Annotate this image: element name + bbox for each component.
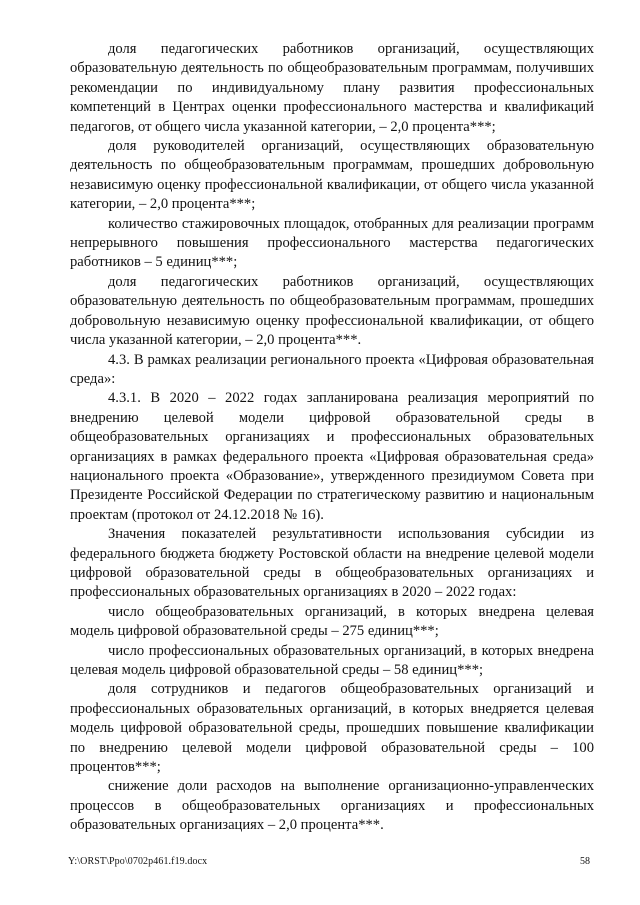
paragraph-teacher-recommendations: доля педагогических работников организаций, осуществляющих образовательную деятельность по общеобразовательным программам, получивших рекомендации по индивидуальному плану развития профессиональных компетенций в Центрах оценки профессионального мастерства и квалификаций педагогов, от общего числа указанной категории, – 2,0 процента***; (70, 41, 594, 135)
paragraph-section-4-3: 4.3. В рамках реализации регионального проекта «Цифровая образовательная среда»: (70, 351, 594, 387)
paragraph-teachers-assessment: доля педагогических работников организаций, осуществляющих образовательную деятельность по общеобразовательным программам, прошедших добровольную независимую оценку профессиональной квалификации, от общего числа указанной категории, – 2,0 процента***. (70, 273, 594, 349)
paragraph-general-schools-count: число общеобразовательных организаций, в которых внедрена целевая модель цифровой образовательной среды – 275 единиц***; (70, 603, 594, 640)
paragraph-cost-reduction: снижение доли расходов на выполнение организационно-управленческих процессов в общеобразовательных организациях и профессиональных образовательных организациях – 2,0 процента***. (70, 778, 594, 834)
footer-file-path: Y:\ORST\Ppo\0702p461.f19.docx (68, 856, 208, 867)
paragraph-managers-assessment: доля руководителей организаций, осуществляющих образовательную деятельность по общеобразовательным программам, прошедших добровольную независимую оценку профессиональной квалификации, от общего числа указанной категории, – 2,0 процента***; (70, 138, 594, 213)
paragraph-staff-training-share: доля сотрудников и педагогов общеобразовательных организаций и профессиональных образовательных организаций, в которых внедряется целевая модель цифровой образовательной среды, прошедших повышение квалификации по внедрению целевой модели цифровой образовательной среды – 100 процентов***; (70, 681, 594, 776)
paragraph-subsidy-indicators: Значения показателей результативности использования субсидии из федерального бюджета бюджету Ростовской области на внедрение целевой модели цифровой образовательной среды в общеобразовательных организациях и профессиональных образовательных организациях в 2020 – 2022 годах: (70, 526, 594, 601)
paragraph-internship-sites: количество стажировочных площадок, отобранных для реализации программ непрерывного повышения профессионального мастерства педагогических работников – 5 единиц***; (70, 215, 594, 271)
document-body (70, 40, 594, 836)
paragraph-vocational-count: число профессиональных образовательных организаций, в которых внедрена целевая модель цифровой образовательной среды – 58 единиц***; (70, 642, 594, 678)
paragraph-section-4-3-1: 4.3.1. В 2020 – 2022 годах запланирована реализация мероприятий по внедрению целевой модели цифровой образовательной среды в общеобразовательных организациях и профессиональных образовательных организациях в рамках федерального проекта «Цифровая образовательная среда» национального проекта «Образование», утвержденного президиумом Совета при Президенте Российской Федерации по стратегическому развитию и национальным проектам (протокол от 24.12.2018 № 16). (70, 390, 594, 523)
footer-page-number: 58 (580, 856, 590, 867)
